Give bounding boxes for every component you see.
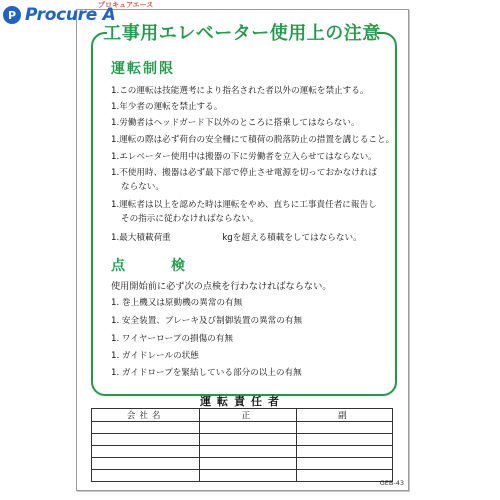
responsible-table: [91, 408, 393, 482]
rule-item: 1.年少者の運転を禁止する。: [111, 102, 223, 112]
table-cell: [200, 434, 296, 446]
rule-item-continued: ならない。: [121, 182, 164, 192]
brand-logo-icon: P: [3, 6, 21, 24]
safety-sign: [76, 9, 409, 491]
watermark-sub: プロキュアエース: [98, 1, 154, 9]
table-cell: [92, 446, 200, 458]
table-row: [92, 470, 393, 482]
table-cell: [296, 470, 392, 482]
section-heading-inspection: 点 検: [111, 258, 191, 274]
rule-item: 1.不使用時、搬器は必ず最下部で停止させ電源を切っておかなければ: [111, 168, 378, 178]
inspection-intro: 使用開始前に必ず次の点検を行わなければならない。: [111, 281, 332, 292]
table-cell: [296, 458, 392, 470]
inspection-item: 1. ガイドロープを緊結している部分の以上の有無: [111, 368, 302, 378]
inspection-item: 1. ガイドレールの状態: [111, 351, 199, 361]
table-cell: [92, 470, 200, 482]
table-cell: [92, 422, 200, 434]
rule-item: 1.運転者は以上を認めた時は運転をやめ、直ちに工事責任者に報告し: [111, 200, 377, 210]
table-cell: [296, 446, 392, 458]
table-row: [92, 446, 393, 458]
rule-item: 1.労働者はヘッドガード下以外のところに搭乗してはならない。: [111, 118, 360, 128]
inspection-item: 1. 安全装置、ブレーキ及び制御装置の異常の有無: [111, 316, 303, 326]
column-company: 会社名: [92, 409, 200, 422]
watermark-brand: Procure A: [25, 5, 116, 25]
column-primary: 正: [200, 409, 296, 422]
table-cell: [200, 458, 296, 470]
rule-item: 1.運転の際は必ず荷台の安全柵にて積荷の脱落防止の措置を講じること。: [111, 135, 395, 145]
table-row: [92, 434, 393, 446]
table-cell: [200, 422, 296, 434]
column-deputy: 副: [296, 409, 392, 422]
responsible-title: 運転責任者: [200, 395, 285, 408]
table-header-row: [92, 409, 393, 422]
table-row: [92, 458, 393, 470]
table-cell: [296, 422, 392, 434]
section-heading-operation: 運転制限: [111, 61, 175, 77]
inspection-item: 1. ワイヤーロープの損傷の有無: [111, 334, 233, 344]
product-code: GEB-43: [379, 479, 404, 487]
table-row: [92, 422, 393, 434]
table-cell: [200, 470, 296, 482]
rule-item: 1.最大積載荷重 kgを超える積載をしてはならない。: [111, 233, 362, 243]
table-cell: [200, 446, 296, 458]
rule-item: 1.エレベーター使用中は搬器の下に労働者を立入らせてはならない。: [111, 152, 377, 162]
table-cell: [92, 434, 200, 446]
inspection-item: 1. 巻上機又は原動機の異常の有無: [111, 298, 243, 308]
sign-title: 工事用エレベーター使用上の注意: [103, 23, 381, 44]
table-cell: [92, 458, 200, 470]
rule-item-continued: その指示に従わなければならない。: [121, 214, 259, 224]
rule-item: 1.この運転は技能選考により指名された者以外の運転を禁止する。: [111, 86, 369, 96]
table-cell: [296, 434, 392, 446]
store-watermark: [0, 0, 170, 30]
